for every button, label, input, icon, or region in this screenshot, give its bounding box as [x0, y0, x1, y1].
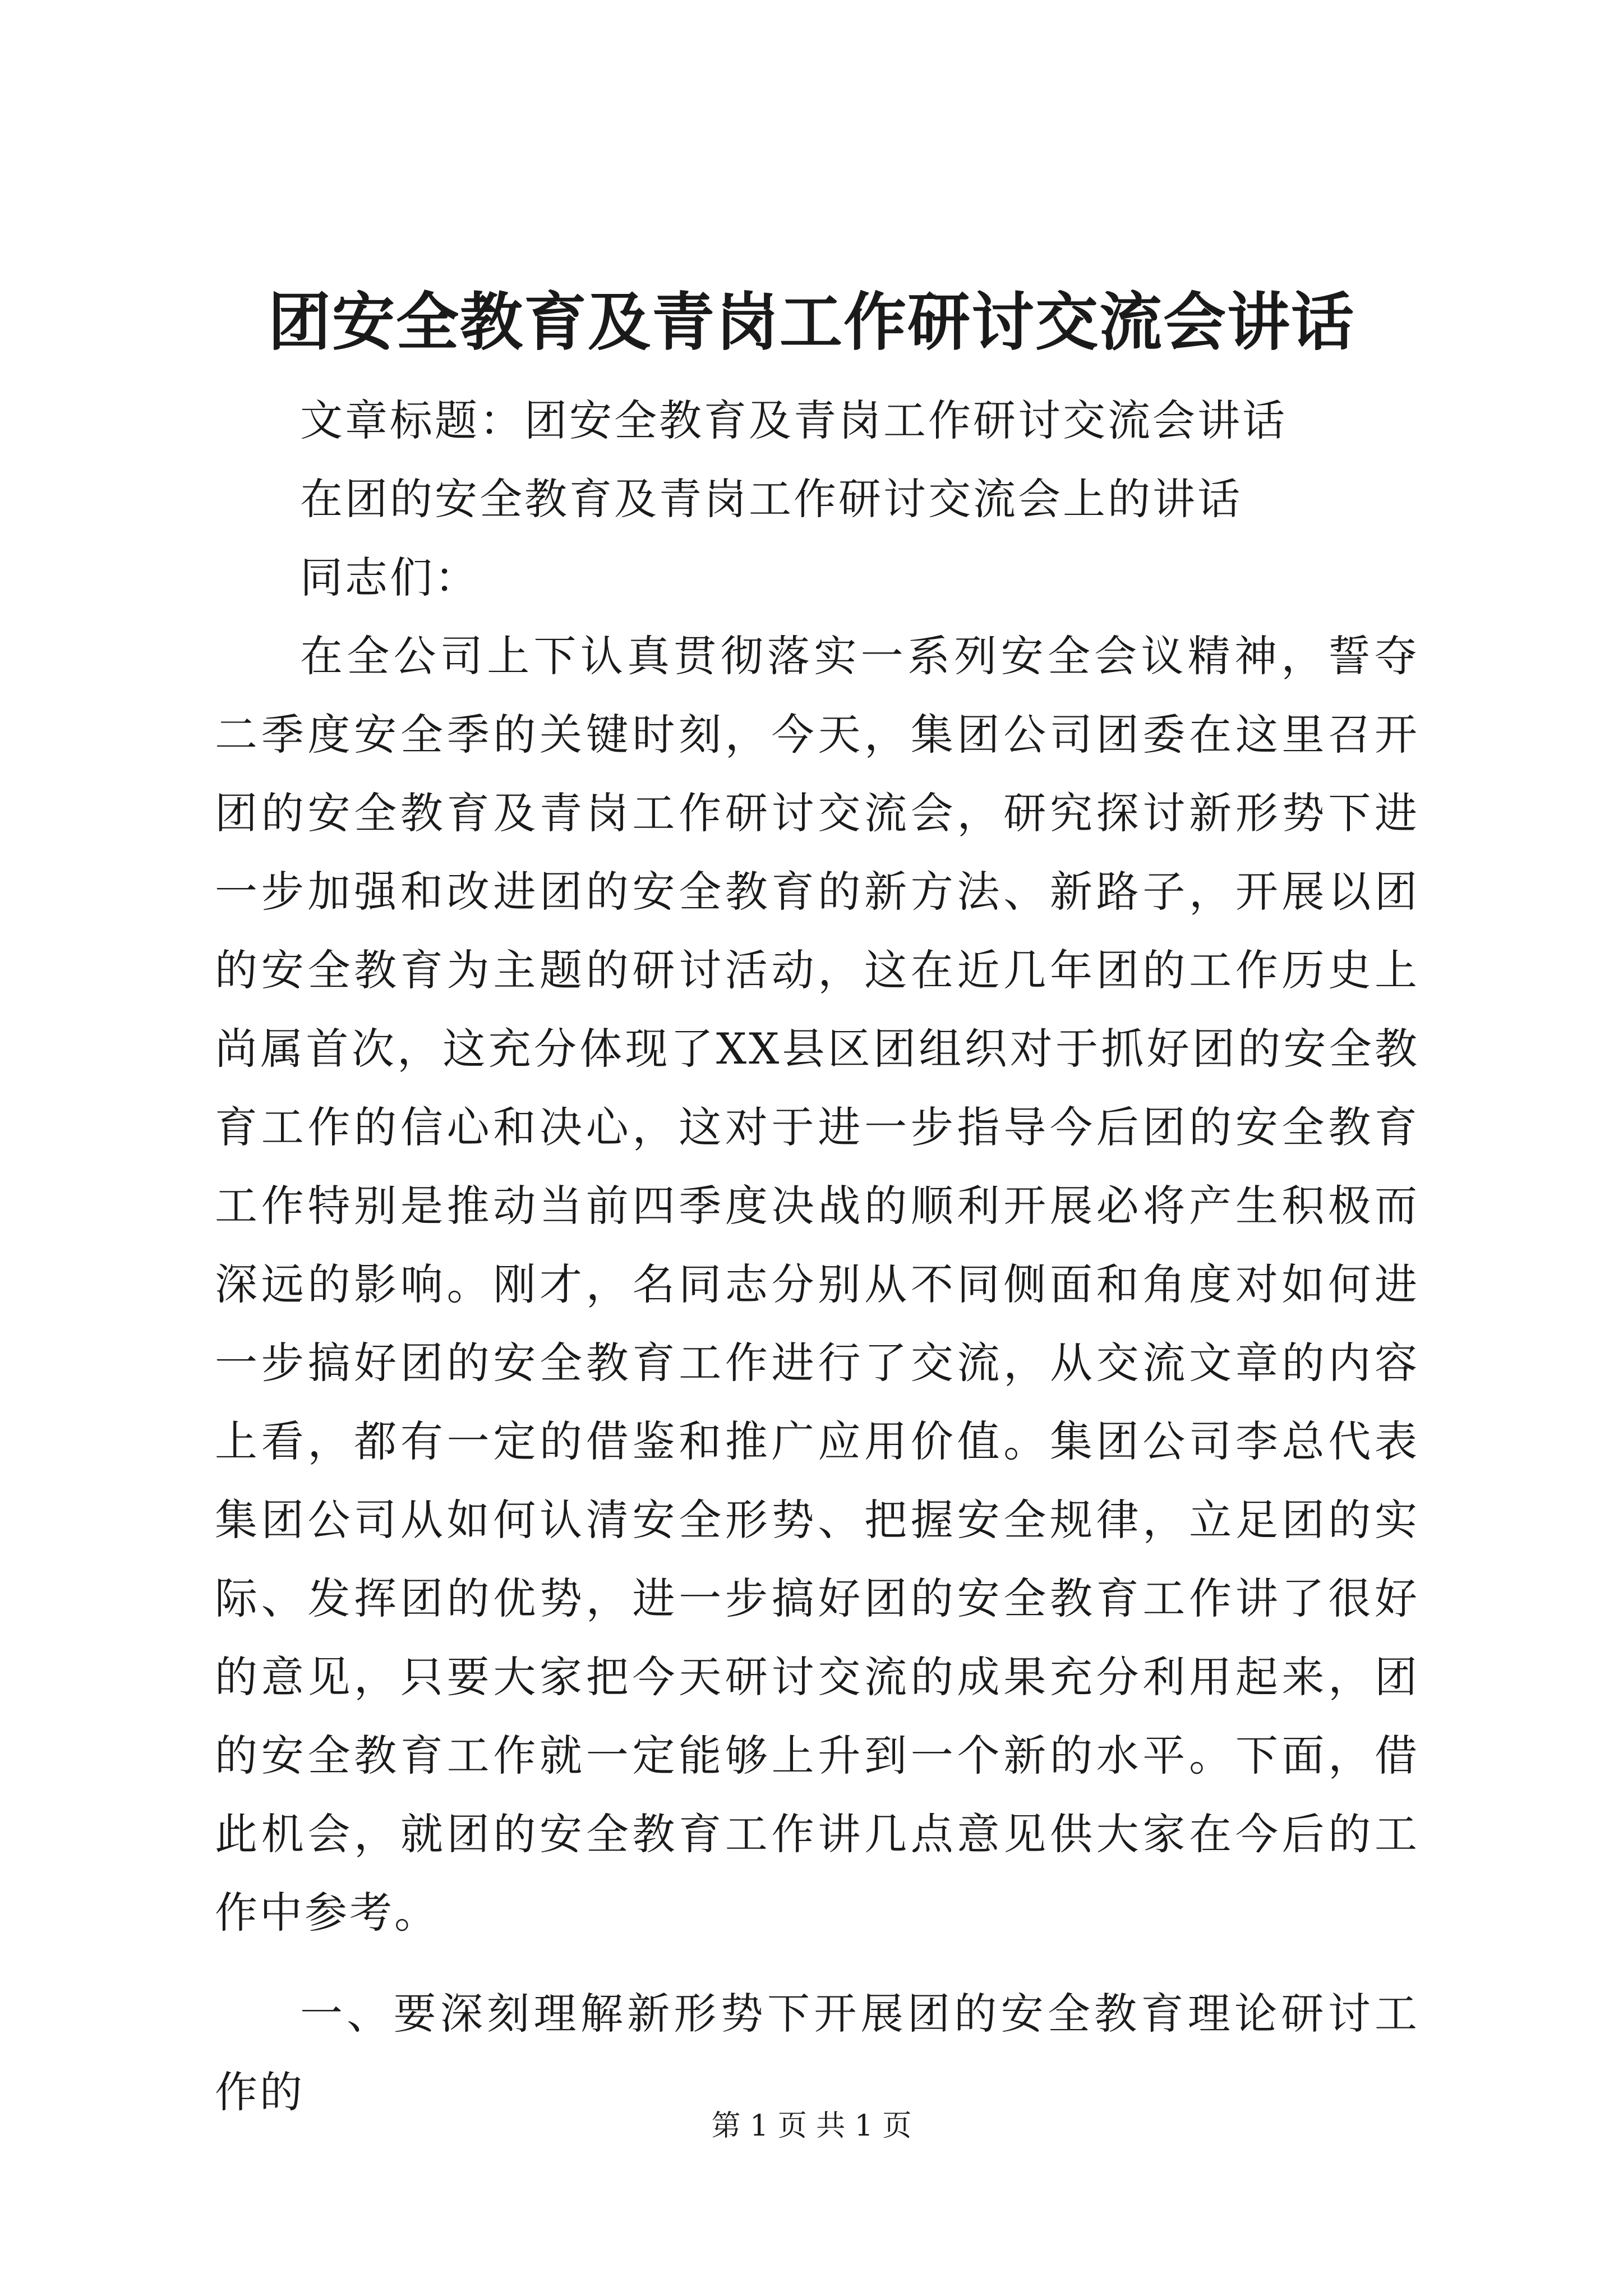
article-title-line: 文章标题：团安全教育及青岗工作研讨交流会讲话: [300, 395, 1287, 445]
body-paragraph: 在全公司上下认真贯彻落实一系列安全会议精神，誓夺二季度安全季的关键时刻，今天，集团公司团委在这里召开团的安全教育及青岗工作研讨交流会，研究探讨新形势下进一步加强和改进团的安全教育的新方法、新路子，开展以团的安全教育为主题的研讨活动，这在近几年团的工作历史上尚属首次，这充分体现了XX县区团组织对于抓好团的安全教育工作的信心和决心，这对于进一步指导今后团的安全教育工作特别是推动当前四季度决战的顺利开展必将产生积极而深远的影响。刚才，名同志分别从不同侧面和角度对如何进一步搞好团的安全教育工作进行了交流，从交流文章的内容上看，都有一定的借鉴和推广应用价值。集团公司李总代表集团公司从如何认清安全形势、把握安全规律，立足团的实际、发挥团的优势，进一步搞好团的安全教育工作讲了很好的意见，只要大家把今天研讨交流的成果充分利用起来，团的安全教育工作就一定能够上升到一个新的水平。下面，借此机会，就团的安全教育工作讲几点意见供大家在今后的工作中参考。: [215, 631, 1419, 1938]
page-number: 第 1 页 共 1 页: [711, 2109, 912, 2143]
document-body: [215, 381, 1419, 2132]
section-heading: 一、要深刻理解新形势下开展团的安全教育理论研讨工作的: [215, 1989, 1419, 2117]
speech-subtitle: 在团的安全教育及青岗工作研讨交流会上的讲话: [300, 474, 1242, 524]
document-title: 团安全教育及青岗工作研讨交流会讲话: [268, 286, 1355, 359]
salutation: 同志们：: [300, 553, 479, 602]
